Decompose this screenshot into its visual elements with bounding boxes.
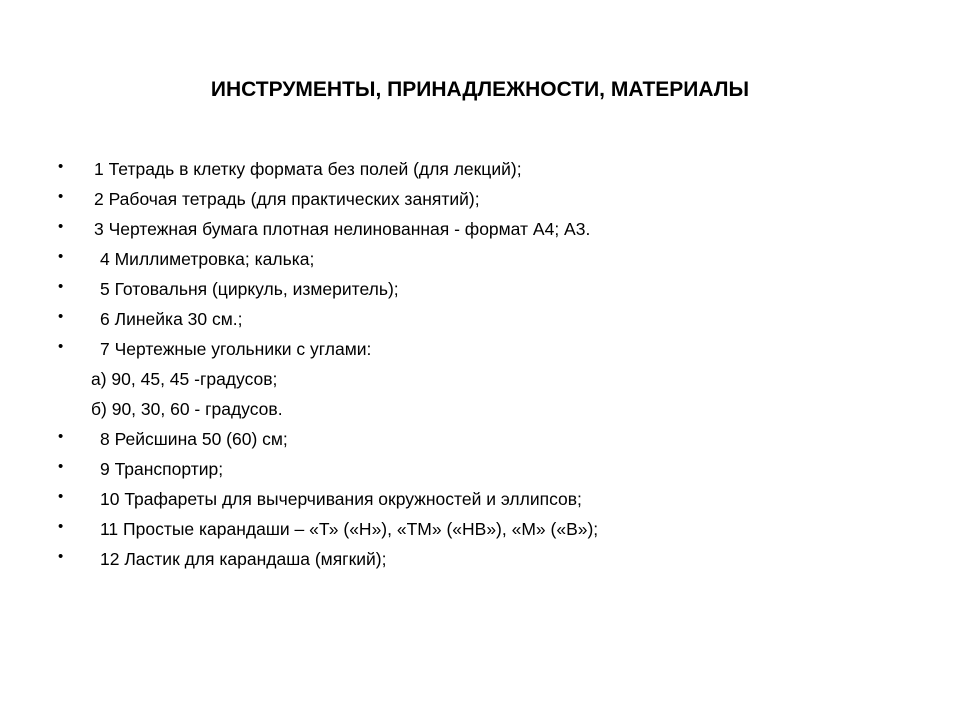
bullet-icon: • (58, 428, 64, 445)
list-item (58, 184, 918, 214)
list-item (58, 274, 918, 304)
sub-list-item (58, 364, 918, 394)
list-item-text: 7 Чертежные угольники с углами: (100, 339, 372, 359)
list-item-text: 10 Трафареты для вычерчивания окружностей и эллипсов; (100, 489, 582, 509)
bullet-icon: • (58, 308, 64, 325)
slide-title: ИНСТРУМЕНТЫ, ПРИНАДЛЕЖНОСТИ, МАТЕРИАЛЫ (210, 78, 750, 101)
bullet-icon: • (58, 458, 64, 475)
bullet-icon: • (58, 338, 64, 355)
list-item-text: 9 Транспортир; (100, 459, 224, 479)
list-item-text: 2 Рабочая тетрадь (для практических занятий); (94, 189, 480, 209)
list-item (58, 154, 918, 184)
list-item (58, 484, 918, 514)
list-item (58, 334, 918, 364)
list-item (58, 304, 918, 334)
sub-list-item-text: б) 90, 30, 60 - градусов. (91, 399, 283, 419)
materials-list (58, 154, 918, 574)
list-item (58, 514, 918, 544)
bullet-icon: • (58, 278, 64, 295)
list-item-text: 5 Готовальня (циркуль, измеритель); (100, 279, 399, 299)
list-item-text: 8 Рейсшина 50 (60) см; (100, 429, 288, 449)
list-item (58, 244, 918, 274)
bullet-icon: • (58, 158, 64, 175)
list-item-text: 6 Линейка 30 см.; (100, 309, 243, 329)
list-item (58, 424, 918, 454)
bullet-icon: • (58, 518, 64, 535)
bullet-icon: • (58, 218, 64, 235)
list-item-text: 12 Ластик для карандаша (мягкий); (100, 549, 387, 569)
list-item-text: 11 Простые карандаши – «Т» («Н»), «ТМ» («НВ»), «М» («В»); (100, 519, 599, 539)
list-item (58, 454, 918, 484)
list-item (58, 544, 918, 574)
bullet-icon: • (58, 488, 64, 505)
sub-list-item-text: а) 90, 45, 45 -градусов; (91, 369, 278, 389)
list-item-text: 1 Тетрадь в клетку формата без полей (для лекций); (94, 159, 522, 179)
bullet-icon: • (58, 248, 64, 265)
bullet-icon: • (58, 548, 64, 565)
bullet-icon: • (58, 188, 64, 205)
list-item (58, 214, 918, 244)
sub-list-item (58, 394, 918, 424)
list-item-text: 4 Миллиметровка; калька; (100, 249, 315, 269)
list-item-text: 3 Чертежная бумага плотная нелинованная - формат А4; А3. (94, 219, 591, 239)
